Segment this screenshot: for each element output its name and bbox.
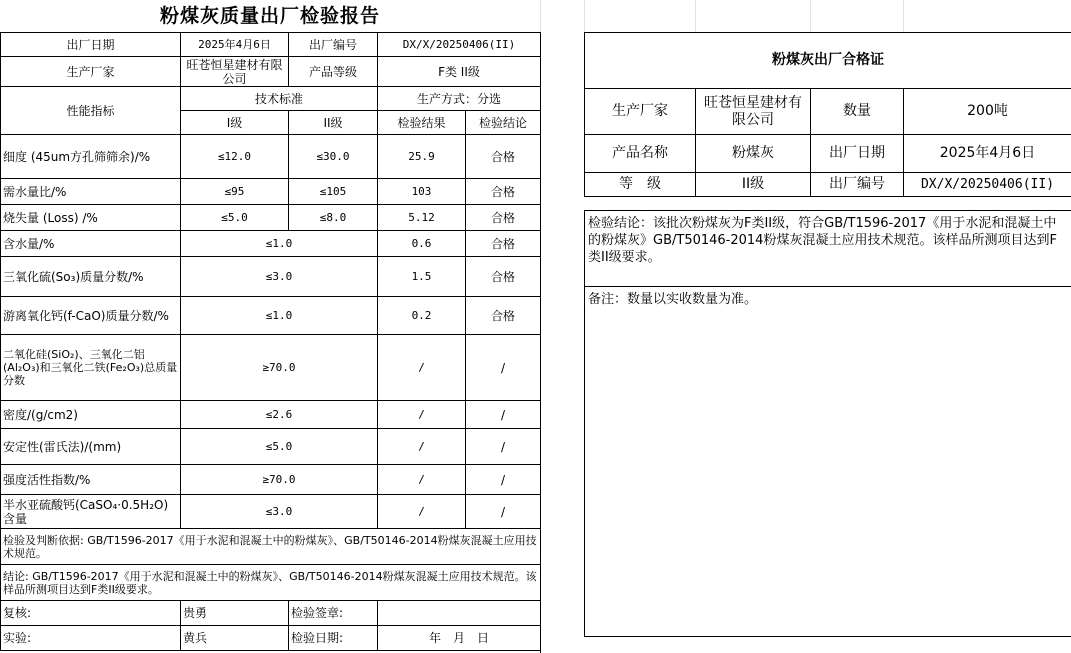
cert-note: 备注：数量以实收数量为准。 [585,287,1071,637]
conclusion-header: 检验结论 [466,111,541,135]
standard-value: ≥70.0 [181,335,378,401]
maker-value: 旺苍恒星建材有限公司 [181,57,289,87]
cert-grade-label: 等 级 [585,173,696,197]
result-value: / [378,429,466,465]
standard-value: ≤5.0 [181,429,378,465]
grade-1-std: ≤12.0 [181,135,289,179]
standard-value: ≥70.0 [181,465,378,495]
conclusion-value: / [466,335,541,401]
standard-value: ≤1.0 [181,297,378,335]
result-value: 5.12 [378,205,466,231]
item-name: 半水亚硫酸钙(CaSO₄·0.5H₂O)含量 [1,495,181,529]
divider [540,32,585,653]
item-name: 三氧化硫(So₃)质量分数/% [1,257,181,297]
spacer [585,197,1071,211]
cert-date-label: 出厂日期 [811,135,904,173]
grade-label: 产品等级 [289,57,378,87]
number-value: DX/X/20250406(II) [378,33,541,57]
result-value: / [378,465,466,495]
result-value: / [378,495,466,529]
grade-1-std: ≤5.0 [181,205,289,231]
certificate-table [584,32,1071,637]
item-name: 二氧化硅(SiO₂)、三氧化二铝(Al₂O₃)和三氧化二铁(Fe₂O₃)总质量分数 [1,335,181,401]
conclusion-value: 合格 [466,231,541,257]
review-value: 贵勇 [181,601,289,626]
result-value: 0.2 [378,297,466,335]
result-header: 检验结果 [378,111,466,135]
date-value: 2025年4月6日 [181,33,289,57]
cert-qty-label: 数量 [811,89,904,135]
table-row [1,401,541,429]
conclusion-value: / [466,429,541,465]
seal-label: 检验签章: [289,601,378,626]
result-value: 0.6 [378,231,466,257]
table-row [1,495,541,529]
item-name: 烧失量 (Loss) /% [1,205,181,231]
item-name: 强度活性指数/% [1,465,181,495]
result-value: 103 [378,179,466,205]
report-conclusion: 结论: GB/T1596-2017《用于水泥和混凝土中的粉煤灰》、GB/T50146-2014粉煤灰混凝土应用技术规范。该样品所测项目达到F类II级要求。 [1,565,541,601]
test-value: 黄兵 [181,626,289,651]
item-name: 密度/(g/cm2) [1,401,181,429]
cert-date-value: 2025年4月6日 [904,135,1071,173]
test-date-label: 检验日期: [289,626,378,651]
grade-2-std: ≤8.0 [289,205,378,231]
cert-product-value: 粉煤灰 [696,135,811,173]
number-label: 出厂编号 [289,33,378,57]
cert-maker-label: 生产厂家 [585,89,696,135]
grade-1-header: I级 [181,111,289,135]
conclusion-value: 合格 [466,297,541,335]
cert-qty-value: 200吨 [904,89,1071,135]
table-row [1,297,541,335]
production-mode: 生产方式：分选 [378,87,541,111]
grade-2-std: ≤105 [289,179,378,205]
result-value: 25.9 [378,135,466,179]
item-name: 含水量/% [1,231,181,257]
conclusion-value: / [466,465,541,495]
cert-maker-value: 旺苍恒星建材有限公司 [696,89,811,135]
page-title: 粉煤灰质量出厂检验报告 [159,5,380,27]
item-name: 需水量比/% [1,179,181,205]
conclusion-value: 合格 [466,135,541,179]
table-row [1,335,541,401]
performance-label: 性能指标 [1,87,181,135]
table-row [1,231,541,257]
cert-number-label: 出厂编号 [811,173,904,197]
result-value: 1.5 [378,257,466,297]
item-name: 细度 (45um方孔筛筛余)/% [1,135,181,179]
table-row [1,205,541,231]
conclusion-value: / [466,495,541,529]
table-row [1,429,541,465]
cert-grade-value: II级 [696,173,811,197]
standard-value: ≤3.0 [181,495,378,529]
cert-conclusion: 检验结论：该批次粉煤灰为F类II级，符合GB/T1596-2017《用于水泥和混凝土中的粉煤灰》GB/T50146-2014粉煤灰混凝土应用技术规范。该样品所测项目达到F类II级要求。 [585,211,1071,287]
test-label: 实验: [1,626,181,651]
seal-value [378,601,541,626]
date-label: 出厂日期 [1,33,181,57]
inspection-basis: 检验及判断依据: GB/T1596-2017《用于水泥和混凝土中的粉煤灰》、GB/T50146-2014粉煤灰混凝土应用技术规范。 [1,529,541,565]
conclusion-value: 合格 [466,205,541,231]
review-label: 复核: [1,601,181,626]
inspection-report-table [0,32,541,651]
standard-label: 技术标准 [181,87,378,111]
result-value: / [378,401,466,429]
conclusion-value: / [466,401,541,429]
grade-value: F类 II级 [378,57,541,87]
item-name: 游离氧化钙(f-CaO)质量分数/% [1,297,181,335]
standard-value: ≤3.0 [181,257,378,297]
conclusion-value: 合格 [466,179,541,205]
maker-label: 生产厂家 [1,57,181,87]
grade-2-std: ≤30.0 [289,135,378,179]
grade-1-std: ≤95 [181,179,289,205]
grade-2-header: II级 [289,111,378,135]
standard-value: ≤1.0 [181,231,378,257]
cert-product-label: 产品名称 [585,135,696,173]
table-row [1,257,541,297]
item-name: 安定性(雷氏法)/(mm) [1,429,181,465]
standard-value: ≤2.6 [181,401,378,429]
table-row [1,135,541,179]
certificate-title: 粉煤灰出厂合格证 [585,33,1071,89]
table-row [1,179,541,205]
cert-number-value: DX/X/20250406(II) [904,173,1071,197]
test-date-value: 年 月 日 [378,626,541,651]
table-row [1,465,541,495]
conclusion-value: 合格 [466,257,541,297]
result-value: / [378,335,466,401]
